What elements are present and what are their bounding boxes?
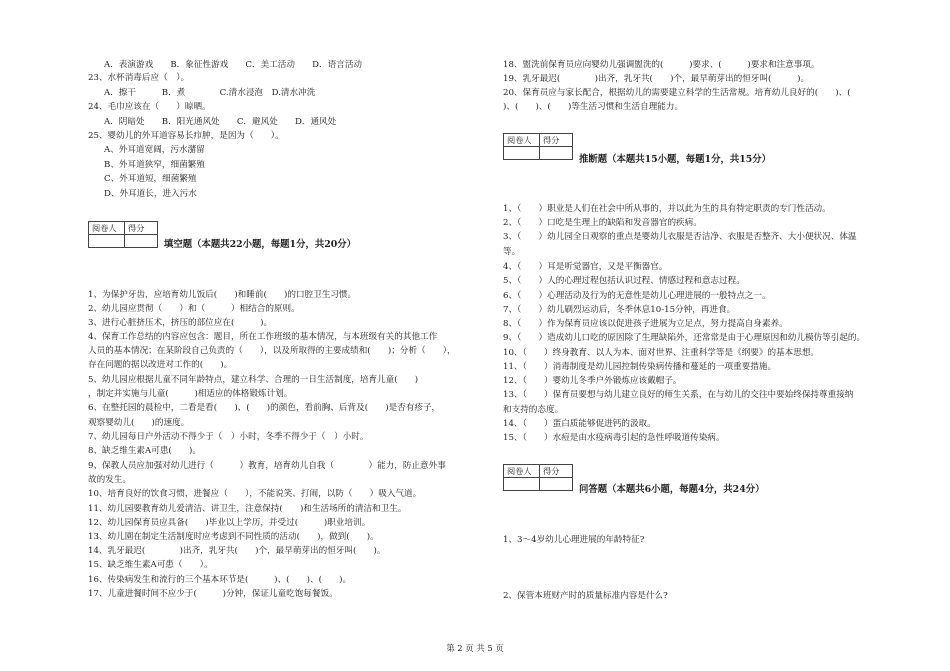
- text-line: A、外耳道宽阔，污水潴留: [104, 145, 205, 155]
- text-line: 3、进行心脏挤压术，挤压的部位应在( )。: [88, 318, 273, 328]
- text-line: 12、幼儿园保育员应具备( )毕业以上学历，并受过( )职业培训。: [88, 518, 371, 528]
- text-line: 和支持的态度。: [503, 405, 564, 415]
- text-line: 6、在整托园的晨检中，二看是看( )、( )的颜色，看前胸、后背及( )是否有疹子，: [88, 403, 441, 413]
- text-line: D、外耳道长，进入污水: [104, 189, 197, 199]
- text-line: 12、（ ）婴幼儿冬季户外锻炼应该戴帽子。: [503, 376, 682, 386]
- section-title: 填空题（本题共22小题，每题1分，共20分）: [164, 239, 356, 250]
- question-2: 2、保管本班财产时的质量标准内容是什么?: [503, 591, 668, 601]
- text-line: 16、传染病发生和流行的三个基本环节是( )、( )、( )。: [88, 575, 352, 585]
- text-line: 8、缺乏维生素A可患( )。: [88, 446, 201, 456]
- text-line: 20、保育员应与家长配合，根据幼儿的需要建立科学的生活常规。培育幼儿良好的( )、(: [503, 88, 868, 98]
- text-line: 2、幼儿园应贯彻（ ）和（ ）相结合的原则。: [88, 304, 300, 314]
- text-line: 18、盥洗前保育员应向婴幼儿强调盥洗的( )要求、( )要求和注意事项。: [503, 60, 820, 70]
- text-line: 7、幼儿园每日户外活动不得少于（ ）小时，冬季不得少于（ ）小时。: [88, 432, 369, 442]
- text-line: 14、乳牙最迟( )出齐，乳牙共( )个，最早萌芽出的恒牙叫( )。: [88, 546, 386, 556]
- grader-label: 阅卷人: [89, 222, 125, 235]
- text-line: A．表演游戏 B．象征性游戏 C．美工活动 D．语言活动: [104, 60, 363, 70]
- text-line: ，制定并实施与儿童( )相适应的体格锻炼计划。: [88, 389, 293, 399]
- text-line: 10、（ ）终身教育、以人为本、面对世界、注重科学等是《纲要》的基本思想。: [503, 348, 820, 358]
- text-line: 故的发生。: [88, 475, 131, 485]
- text-line: 8、（ ）作为保育员应该以促进孩子进展为立足点，努力提高自身素养。: [503, 319, 788, 329]
- text-line: 3、（ ）幼儿园全日观察的重点是婴幼儿衣服是否洁净、衣服是否整齐、大小便状况、体温: [503, 232, 857, 242]
- grader-label: 阅卷人: [504, 465, 540, 478]
- question-1: 1、3～4岁幼儿心理进展的年龄特征?: [503, 535, 645, 545]
- text-line: 11、（ ）消毒制度是幼儿园控制传染病传播和蔓延的一项重要措施。: [503, 362, 777, 372]
- text-line: A．阴暗处 B．阳光通风处 C．避风处 D．通风处: [104, 117, 337, 127]
- text-line: 6、（ ）心理活动及行为的无意性是幼儿心理进展的一般特点之一。: [503, 291, 771, 301]
- text-line: 9、（ ）造成幼儿口吃的原因除了生理缺陷外，还常常是由于心理原因和幼儿模仿等引起的。: [503, 333, 866, 343]
- text-line: 15、（ ）水痘是由水疫病毒引起的急性呼吸道传染病。: [503, 433, 725, 443]
- score-label: 得分: [125, 222, 158, 235]
- text-line: 1、为保护牙齿，应培育幼儿饭后( )和睡前( )的口腔卫生习惯。: [88, 290, 357, 300]
- score-box: [88, 221, 158, 248]
- text-line: 25、婴幼儿的外耳道容易长疖肿，是因为（ ）。: [88, 131, 284, 141]
- text-line: 等。: [503, 247, 521, 257]
- text-line: 17、儿童进餐时间不应少于( )分钟，保证儿童吃饱每餐饭。: [88, 589, 338, 599]
- text-line: 5、（ ）人的心理过程包括认识过程、情感过程和意志过程。: [503, 276, 745, 286]
- score-box: [503, 464, 573, 491]
- section-title: 推断题（本题共15小题，每题1分，共15分）: [579, 154, 771, 165]
- text-line: 人员的基本情况；在某阶段自己负责的（ ），以及所取得的主要成绩和( )；分析（ ），: [88, 346, 456, 356]
- grader-cell: [504, 147, 540, 160]
- score-box: [503, 133, 573, 160]
- text-line: 2、（ ）口吃是生理上的缺陷和发音器官的疾病。: [503, 218, 702, 228]
- score-cell: [540, 147, 573, 160]
- text-line: C、外耳道短，细菌繁殖: [104, 174, 197, 184]
- text-line: 存在问题的据以改进对工作的( )。: [88, 360, 233, 370]
- text-line: 7、（ ）幼儿刷烈运动后，冬季休息10-15分钟，再进食。: [503, 305, 736, 315]
- text-line: 15、缺乏维生素A可患（ ）。: [88, 560, 213, 570]
- page-footer: 第 2 页 共 5 页: [446, 643, 504, 653]
- grader-label: 阅卷人: [504, 134, 540, 147]
- text-line: B、外耳道狭窄，细菌繁殖: [104, 160, 205, 170]
- score-cell: [125, 235, 158, 248]
- text-line: )、( )、( )等生活习惯和生活自理能力。: [503, 102, 684, 112]
- score-cell: [540, 478, 573, 491]
- text-line: 4、保育工作总结的内容应包含：题目，所在工作班级的基本情况，与本班级有关的其他工作: [88, 332, 438, 342]
- grader-cell: [504, 478, 540, 491]
- score-label: 得分: [540, 134, 573, 147]
- grader-cell: [89, 235, 125, 248]
- text-line: 10、培育良好的饮食习惯，进餐应（ ），不能说笑、打闹，以防（ ）吸入气道。: [88, 489, 422, 499]
- text-line: 23、水杯消毒后应（ ）。: [88, 73, 190, 83]
- text-line: 13、（ ）保育员要想与幼儿建立良好的师生关系，在与幼儿的交往中要始终保持尊重接纳: [503, 390, 854, 400]
- text-line: 14、（ ）蛋白质能够促进钙的汲取。: [503, 419, 656, 429]
- score-label: 得分: [540, 465, 573, 478]
- text-line: 11、幼儿园要教育幼儿爱清洁、讲卫生，注意保持( )和生活场所的清洁和卫生。: [88, 504, 407, 514]
- text-line: 4、（ ）耳是听觉器官，又是平衡器官。: [503, 262, 668, 272]
- text-line: 5、幼儿园应根据儿童不同年龄特点，建立科学、合理的一日生活制度，培育儿童( ): [88, 375, 419, 385]
- text-line: 13、幼儿園在制定生活制度时应考虑到不同性质的活动( )，做到( )。: [88, 532, 379, 542]
- text-line: A．擦干 B．煮 C.清水浸泡 D.清水冲洗: [104, 88, 316, 98]
- text-line: 1、（ ）职业是人们在社会中所从事的，并以此为生的具有特定职责的专门性活动。: [503, 204, 831, 214]
- section-title: 问答题（本题共6小题，每题4分，共24分）: [579, 484, 765, 495]
- text-line: 24、毛巾应该在（ ）晾晒。: [88, 102, 211, 112]
- text-line: 观察婴幼儿( )的速度。: [88, 418, 190, 428]
- text-line: 19、乳牙最迟( )出齐，乳牙共( )个，最早萌芽出的恒牙叫( )。: [503, 74, 810, 84]
- text-line: 9、保教人员应加强对幼儿进行（ ）教育，培育幼儿自我（ ）能力，防止意外事: [88, 461, 446, 471]
